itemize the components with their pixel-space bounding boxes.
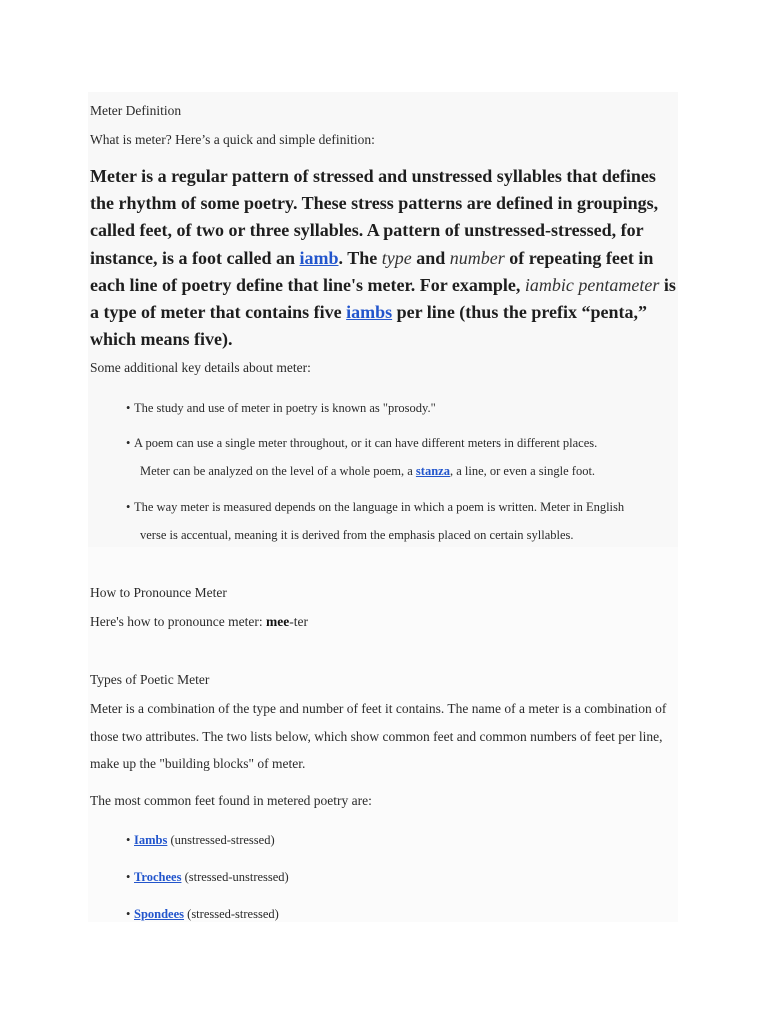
pronounce-text [90,613,308,631]
lead-italic-iambic: iambic pentameter [524,274,660,295]
document-page [88,92,678,922]
lead-text: of repeating feet in each line of poetry define that line's meter. For example, [90,247,654,295]
section-heading-meter-definition: Meter Definition [90,103,182,118]
lead-italic-number: number [449,247,505,268]
list-item-text: verse is accentual, meaning it is derived from the emphasis placed on certain syllables. [140,528,574,542]
list-item [126,429,692,485]
iambs-feet-link[interactable]: Iambs [134,833,168,847]
list-item [126,826,692,854]
bullet-icon: • [126,436,131,450]
bullet-icon: • [126,870,131,884]
section-heading-types: Types of Poetic Meter [90,672,210,687]
lead-text: Meter is a regular pattern of stressed and unstressed syllables that defines the rhythm of some poetry. These stress patterns are defined in groupings, called feet, of two or three syllables. A pattern of unstressed-stressed, for instance, is a foot called an [90,166,659,268]
list-item [126,394,692,422]
list-item [126,493,692,549]
iambs-link[interactable]: iambs [346,302,393,323]
pronounce-stress: mee [266,614,290,629]
spondees-link[interactable]: Spondees [134,907,185,921]
intro-text: What is meter? Here’s a quick and simple definition: [90,132,375,147]
lead-text: . The [338,247,382,268]
lead-text: and [411,247,450,268]
common-feet-text: The most common feet found in metered poetry are: [90,793,372,808]
trochees-link[interactable]: Trochees [134,870,182,884]
list-item-text: (unstressed-stressed) [167,833,275,847]
list-item-text: (stressed-unstressed) [181,870,289,884]
bullet-icon: • [126,907,131,921]
lead-text: is a type of meter that contains five [90,274,676,323]
lead-italic-type: type [381,247,412,268]
bullet-icon: • [126,401,131,415]
pronounce-label: Here's how to pronounce meter: [90,614,267,629]
iamb-link[interactable]: iamb [299,247,339,268]
section-heading-pronounce: How to Pronounce Meter [90,585,227,600]
types-paragraph: Meter is a combination of the type and number of feet it contains. The name of a meter is a combination of those two attributes. The two lists below, which show common feet and common numbers of feet per line, make up the "building blocks" of meter. [90,701,667,771]
stanza-link[interactable]: stanza [415,464,450,478]
definition-lead-paragraph [90,163,680,353]
lead-text: per line (thus the prefix “penta,” which means five). [90,302,647,350]
pronounce-tail: -ter [289,614,308,629]
list-item [126,863,692,891]
list-item [126,900,692,928]
list-item-text: A poem can use a single meter throughout, or it can have different meters in different places. [134,436,598,450]
list-item-text: (stressed-stressed) [184,907,279,921]
list-item-text: , a line, or even a single foot. [449,464,596,478]
bullet-icon: • [126,833,131,847]
bullet-icon: • [126,500,131,514]
list-item-text: Meter can be analyzed on the level of a whole poem, a [140,464,416,478]
list-item-text: The way meter is measured depends on the language in which a poem is written. Meter in English [134,500,625,514]
additional-details-text: Some additional key details about meter: [90,360,311,375]
list-item-text: The study and use of meter in poetry is known as "prosody." [134,401,436,415]
